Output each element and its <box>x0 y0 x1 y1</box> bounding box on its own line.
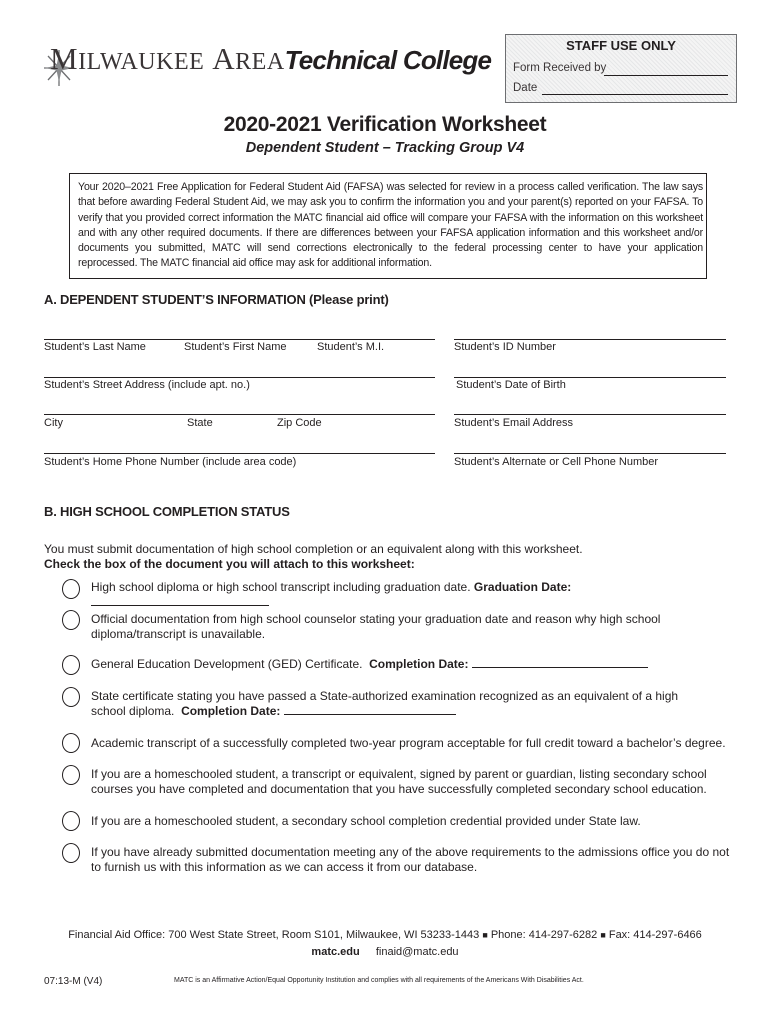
city-state-zip-field-line[interactable] <box>44 414 435 415</box>
intro-paragraph: Your 2020–2021 Free Application for Federal Student Aid (FAFSA) was selected for review in a process called verification. The law says that before awarding Federal Student Aid, we may ask you to confirm the information you and your parent(s) reported on your FAFSA. To verify that you provided correct information the MATC financial aid office will compare your FAFSA with the information on this worksheet and with any other required documents. If there are differences between your FAFSA application information and this worksheet and/or documents you submitted, MATC will send corrections electronically to the federal processing center to have your application reprocessed. The MATC financial aid office may ask for additional information. <box>78 181 703 270</box>
footer-contact: Financial Aid Office: 700 West State Street, Room S101, Milwaukee, WI 53233-1443 ■ Phone: 414-297-6282 ■ Fax: 414-297-6466 <box>68 929 702 941</box>
name-field-line[interactable] <box>44 339 435 340</box>
date-of-birth-label: Student’s Date of Birth <box>456 379 566 391</box>
cell-phone-field-line[interactable] <box>454 453 726 454</box>
ged-completion-date-field[interactable] <box>472 657 648 668</box>
email-label: Student’s Email Address <box>454 417 574 429</box>
street-address-label: Student’s Street Address (include apt. no.) <box>44 379 250 391</box>
cell-phone-label: Student’s Alternate or Cell Phone Number <box>454 456 659 468</box>
email-link[interactable]: finaid@matc.edu <box>375 946 459 958</box>
city-label: City <box>44 417 63 429</box>
option-text: High school diploma or high school transcript including graduation date. Graduation Date: <box>91 580 731 610</box>
square-bullet-icon: ■ <box>482 930 488 940</box>
form-received-field[interactable] <box>604 75 728 76</box>
dob-field-line[interactable] <box>454 377 726 378</box>
street-field-line[interactable] <box>44 377 435 378</box>
section-b-instruction: You must submit documentation of high school completion or an equivalent along with this worksheet. <box>44 542 583 556</box>
section-a-heading: A. DEPENDENT STUDENT’S INFORMATION (Please print) <box>44 292 389 307</box>
email-field-line[interactable] <box>454 414 726 415</box>
option-checkbox[interactable] <box>62 733 80 753</box>
form-received-label: Form Received by <box>513 62 607 74</box>
first-name-label: Student’s First Name <box>184 341 287 353</box>
option-checkbox[interactable] <box>62 579 80 599</box>
staff-use-box <box>505 34 737 103</box>
staff-use-title: STAFF USE ONLY <box>566 38 676 53</box>
website-link[interactable]: matc.edu <box>311 946 360 958</box>
section-b-check-prompt: Check the box of the document you will attach to this worksheet: <box>44 557 415 571</box>
zip-code-label: Zip Code <box>277 417 322 429</box>
option-text: If you are a homeschooled student, a secondary school completion credential provided under State law. <box>91 814 641 828</box>
option-text: General Education Development (GED) Certificate. Completion Date: <box>91 657 731 672</box>
option-text: Academic transcript of a successfully completed two-year program acceptable for full credit toward a bachelor’s degree. <box>91 736 726 750</box>
id-number-label: Student’s ID Number <box>454 341 556 353</box>
college-logo: MILWAUKEE AREATechnical College <box>50 41 492 76</box>
id-number-field-line[interactable] <box>454 339 726 340</box>
square-bullet-icon: ■ <box>600 930 606 940</box>
last-name-label: Student’s Last Name <box>44 341 146 353</box>
staff-date-label: Date <box>513 82 538 94</box>
section-b-heading: B. HIGH SCHOOL COMPLETION STATUS <box>44 504 290 519</box>
staff-date-field[interactable] <box>542 94 728 95</box>
graduation-date-field[interactable] <box>91 595 269 606</box>
option-text: If you have already submitted documentation meeting any of the above requirements to the admissions office you do not to furnish us with this information as we can access it from our database. <box>91 845 730 874</box>
option-text: State certificate stating you have passed a State-authorized examination recognized as an equivalent of a high school diploma. Completion Date: <box>91 689 679 718</box>
footer-web <box>0 946 770 958</box>
form-code: 07:13-M (V4) <box>44 976 103 987</box>
option-checkbox[interactable] <box>62 687 80 707</box>
option-checkbox[interactable] <box>62 765 80 785</box>
option-text: If you are a homeschooled student, a transcript or equivalent, signed by parent or guardian, listing secondary school courses you have completed and documentation that you have successfully completed secondary school education. <box>91 767 707 796</box>
option-checkbox[interactable] <box>62 655 80 675</box>
option-checkbox[interactable] <box>62 811 80 831</box>
eeo-statement: MATC is an Affirmative Action/Equal Opportunity Institution and complies with all requirements of the Americans With Disabilities Act. <box>174 977 584 984</box>
home-phone-field-line[interactable] <box>44 453 435 454</box>
state-label: State <box>187 417 213 429</box>
page-subtitle: Dependent Student – Tracking Group V4 <box>245 140 525 156</box>
option-checkbox[interactable] <box>62 843 80 863</box>
home-phone-label: Student’s Home Phone Number (include area code) <box>44 456 297 468</box>
option-checkbox[interactable] <box>62 610 80 630</box>
page-title: 2020-2021 Verification Worksheet <box>223 113 547 136</box>
state-certificate-date-field[interactable] <box>284 704 456 715</box>
option-text: Official documentation from high school counselor stating your graduation date and reason why high school diploma/transcript is unavailable. <box>91 612 661 641</box>
middle-initial-label: Student’s M.I. <box>317 341 385 353</box>
